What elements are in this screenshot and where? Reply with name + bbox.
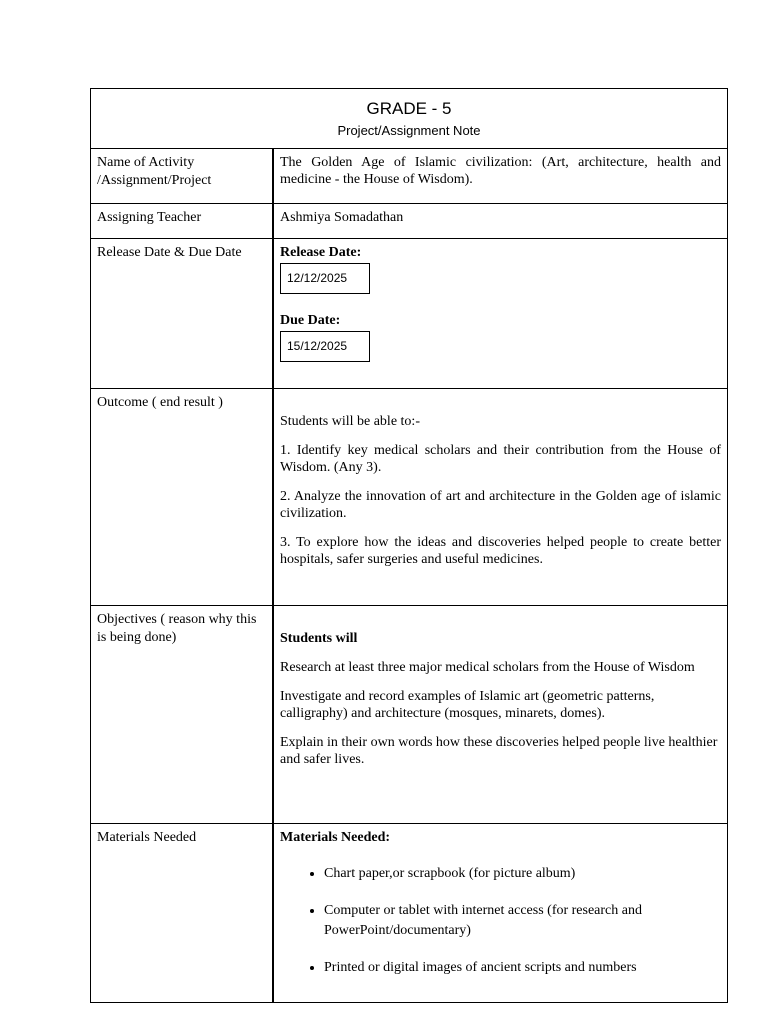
objectives-label: Objectives ( reason why this is being done) bbox=[91, 606, 274, 823]
activity-label: Name of Activity /Assignment/Project bbox=[91, 149, 274, 203]
dates-value bbox=[274, 239, 727, 388]
outcome-item: 3. To explore how the ideas and discoveries helped people to create better hospitals, safer surgeries and useful medicines. bbox=[280, 535, 721, 567]
outcome-label: Outcome ( end result ) bbox=[91, 389, 274, 605]
materials-row bbox=[91, 824, 727, 1002]
assignment-note-table bbox=[90, 88, 728, 1003]
objectives-value bbox=[274, 606, 727, 823]
materials-heading: Materials Needed: bbox=[280, 830, 391, 845]
note-subtitle: Project/Assignment Note bbox=[337, 123, 481, 138]
outcome-value bbox=[274, 389, 727, 605]
due-date-label: Due Date: bbox=[280, 313, 341, 328]
outcome-item: 2. Analyze the innovation of art and architecture in the Golden age of islamic civilization. bbox=[280, 489, 721, 521]
materials-list bbox=[280, 864, 721, 978]
release-date-box: 12/12/2025 bbox=[280, 263, 370, 294]
objectives-item: Research at least three major medical scholars from the House of Wisdom bbox=[280, 660, 695, 675]
objectives-item: Investigate and record examples of Islamic art (geometric patterns, calligraphy) and architecture (mosques, minarets, domes). bbox=[280, 689, 655, 721]
objectives-row bbox=[91, 606, 727, 824]
teacher-row bbox=[91, 204, 727, 239]
materials-item: • Computer or tablet with internet access (for research and PowerPoint/documentary) bbox=[324, 901, 721, 941]
teacher-label: Assigning Teacher bbox=[91, 204, 274, 238]
release-date-label: Release Date: bbox=[280, 245, 362, 260]
objectives-item: Explain in their own words how these discoveries helped people live healthier and safer lives. bbox=[280, 735, 718, 767]
dates-label: Release Date & Due Date bbox=[91, 239, 274, 388]
objectives-heading: Students will bbox=[280, 631, 358, 646]
activity-row bbox=[91, 149, 727, 204]
materials-item: • Printed or digital images of ancient scripts and numbers bbox=[324, 958, 721, 978]
grade-title: GRADE - 5 bbox=[366, 99, 452, 118]
outcome-intro: Students will be able to:- bbox=[280, 414, 420, 429]
materials-item: • Chart paper,or scrapbook (for picture album) bbox=[324, 864, 721, 884]
materials-label: Materials Needed bbox=[91, 824, 274, 1002]
outcome-row bbox=[91, 389, 727, 606]
teacher-value: Ashmiya Somadathan bbox=[280, 210, 404, 225]
outcome-item: 1. Identify key medical scholars and their contribution from the House of Wisdom. (Any 3). bbox=[280, 443, 721, 475]
activity-value: The Golden Age of Islamic civilization: (Art, architecture, health and medicine - the House of Wisdom). bbox=[280, 155, 721, 187]
table-header bbox=[91, 89, 727, 149]
dates-row bbox=[91, 239, 727, 389]
materials-value bbox=[274, 824, 727, 1002]
due-date-box: 15/12/2025 bbox=[280, 331, 370, 362]
